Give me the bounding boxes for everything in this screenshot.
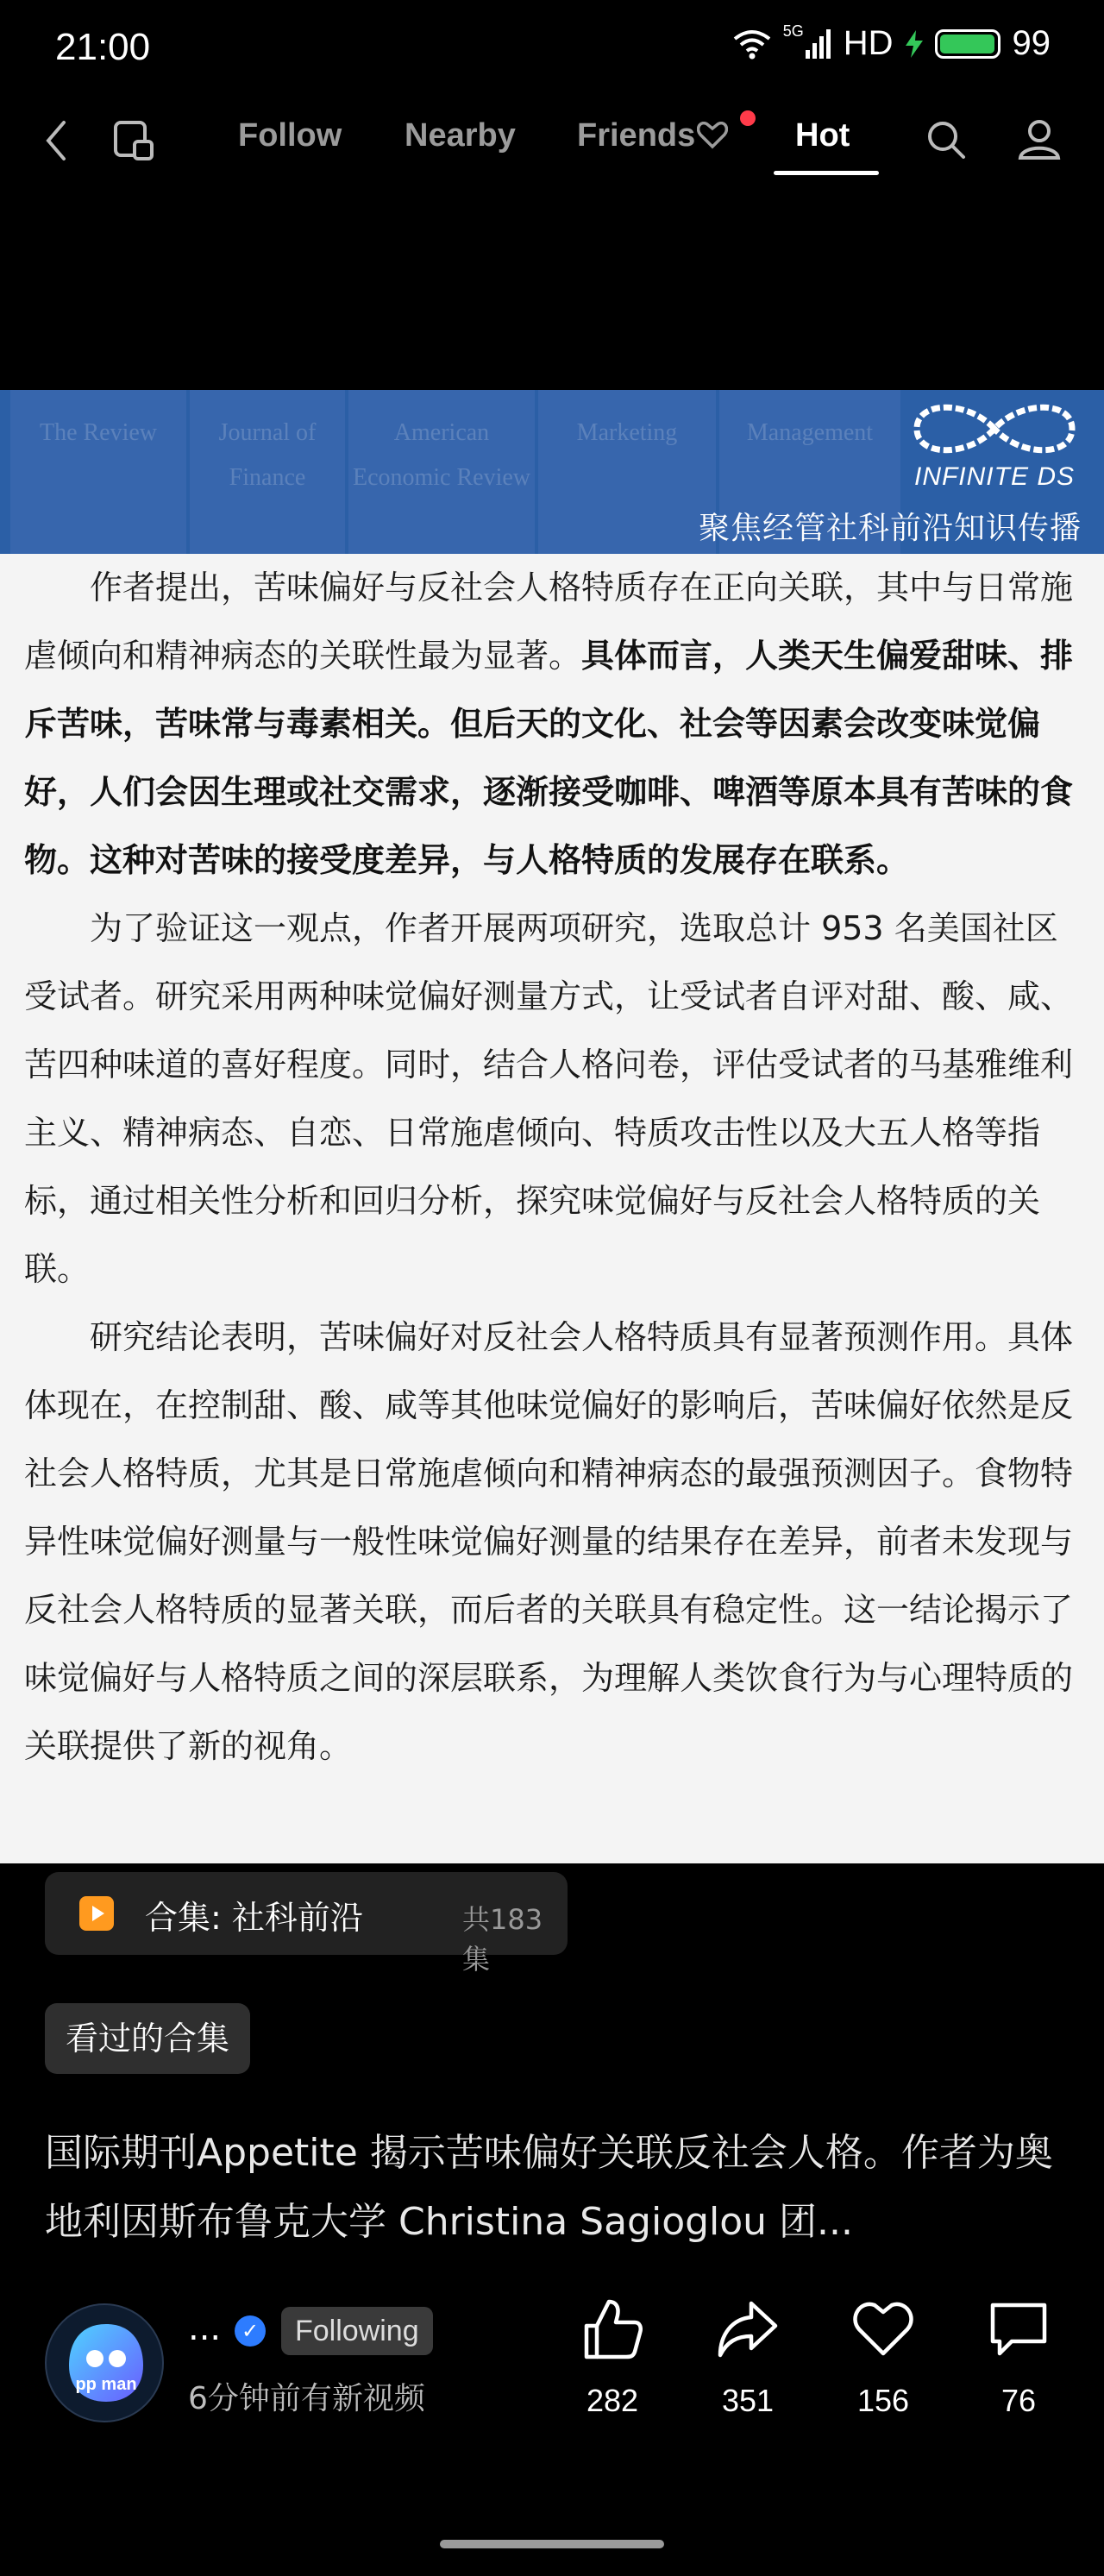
tab-friends-label: Friends: [577, 117, 696, 154]
tab-nearby[interactable]: Nearby: [405, 117, 516, 154]
heart-icon: [850, 2296, 916, 2362]
banner-journal-tile: American Economic Review: [348, 390, 535, 554]
watched-collections-button[interactable]: 看过的合集: [45, 2003, 250, 2074]
wifi-icon: [733, 28, 771, 60]
favorite-count: 156: [856, 2383, 910, 2418]
favorite-button[interactable]: [831, 2296, 935, 2419]
battery-level: 99: [1012, 24, 1051, 62]
banner-journal-tile: Management: [719, 390, 900, 554]
author-subtitle: 6分钟前有新视频: [188, 2381, 425, 2416]
network-label: 5G: [782, 22, 804, 40]
top-nav: [0, 95, 1104, 181]
video-banner: [0, 390, 1104, 554]
collection-play-icon: [79, 1896, 114, 1931]
signal-icon: [806, 29, 831, 59]
article-paragraph: 作者提出，苦味偏好与反社会人格特质存在正向关联，其中与日常施虐倾向和精神病态的关联性最为显著。具体而言，人类天生偏爱甜味、排斥苦味，苦味常与毒素相关。但后天的文化、社会等因素会改变味觉偏好，人们会因生理或社交需求，逐渐接受咖啡、啤酒等原本具有苦味的食物。这种对苦味的接受度差异，与人格特质的发展存在联系。: [24, 569, 1074, 879]
profile-icon[interactable]: [1018, 117, 1061, 160]
logo-text: INFINITE DS: [913, 462, 1075, 491]
back-chevron-icon[interactable]: [43, 119, 69, 162]
article-paragraph: 为了验证这一观点，作者开展两项研究，选取总计 953 名美国社区受试者。研究采用两种味觉偏好测量方式，让受试者自评对甜、酸、咸、苦四种味道的喜好程度。同时，结合人格问卷，评估受试者的马基雅维利主义、精神病态、自恋、日常施虐倾向、特质攻击性以及大五人格等指标，通过相关性分析和回归分析，探究味觉偏好与反社会人格特质的关联。: [24, 909, 1074, 1288]
friends-notification-dot: [740, 110, 756, 126]
status-icons: [733, 24, 1051, 63]
tab-hot[interactable]: Hot: [795, 117, 850, 154]
video-description[interactable]: 国际期刊Appetite 揭示苦味偏好关联反社会人格。作者为奥地利因斯布鲁克大学 Christina Sagioglou 团...: [45, 2131, 1053, 2244]
infinite-ds-logo: [902, 399, 1087, 492]
status-time: 21:00: [55, 26, 151, 68]
heart-small-icon: [697, 122, 728, 149]
verified-badge-icon: ✓: [235, 2315, 266, 2347]
collection-count: 共183集: [462, 1903, 543, 1976]
avatar[interactable]: [45, 2303, 164, 2422]
share-arrow-icon: [715, 2296, 781, 2362]
share-count: 351: [721, 2383, 775, 2418]
author-name[interactable]: ...: [188, 2309, 222, 2348]
banner-journal-tile: Journal of Finance: [190, 390, 345, 554]
comment-bubble-icon: [986, 2296, 1051, 2362]
banner-journal-tile: The Review: [10, 390, 186, 554]
video-player[interactable]: [0, 390, 1104, 1863]
following-button[interactable]: Following: [281, 2307, 433, 2355]
tab-friends[interactable]: [577, 117, 728, 154]
charging-bolt-icon: [906, 30, 923, 58]
battery-icon: [935, 29, 1000, 59]
active-tab-indicator: [774, 171, 879, 175]
hd-label: HD: [843, 24, 894, 62]
thumbs-up-icon: [580, 2296, 645, 2362]
collection-pill[interactable]: [45, 1872, 568, 1976]
like-count: 282: [586, 2383, 639, 2418]
comment-button[interactable]: [967, 2296, 1070, 2419]
tab-follow[interactable]: Follow: [238, 117, 342, 154]
small-window-icon[interactable]: [112, 119, 155, 162]
comment-count: 76: [1000, 2383, 1037, 2418]
like-button[interactable]: [561, 2296, 664, 2419]
article-paragraph: 研究结论表明，苦味偏好对反社会人格特质具有显著预测作用。具体体现在，在控制甜、酸、咸等其他味觉偏好的影响后，苦味偏好依然是反社会人格特质，尤其是日常施虐倾向和精神病态的最强预测因子。食物特异性味觉偏好测量与一般性味觉偏好测量的结果存在差异，前者未发现与反社会人格特质的显著关联，而后者的关联具有稳定性。这一结论揭示了味觉偏好与人格特质之间的深层联系，为理解人类饮食行为与心理特质的关联提供了新的视角。: [24, 1318, 1074, 1765]
share-button[interactable]: [696, 2296, 800, 2419]
collection-title: 合集: 社科前沿: [145, 1899, 363, 1937]
banner-journal-tile: Marketing: [538, 390, 716, 554]
article-text: [24, 554, 1083, 1781]
ppman-avatar-icon: [47, 2305, 164, 2422]
home-indicator[interactable]: [440, 2540, 664, 2548]
search-icon[interactable]: [925, 119, 967, 160]
svg-text:pp man: pp man: [75, 2375, 137, 2394]
banner-slogan: 聚焦经管社科前沿知识传播: [698, 511, 1082, 546]
infinity-logo-icon: [908, 399, 1081, 459]
